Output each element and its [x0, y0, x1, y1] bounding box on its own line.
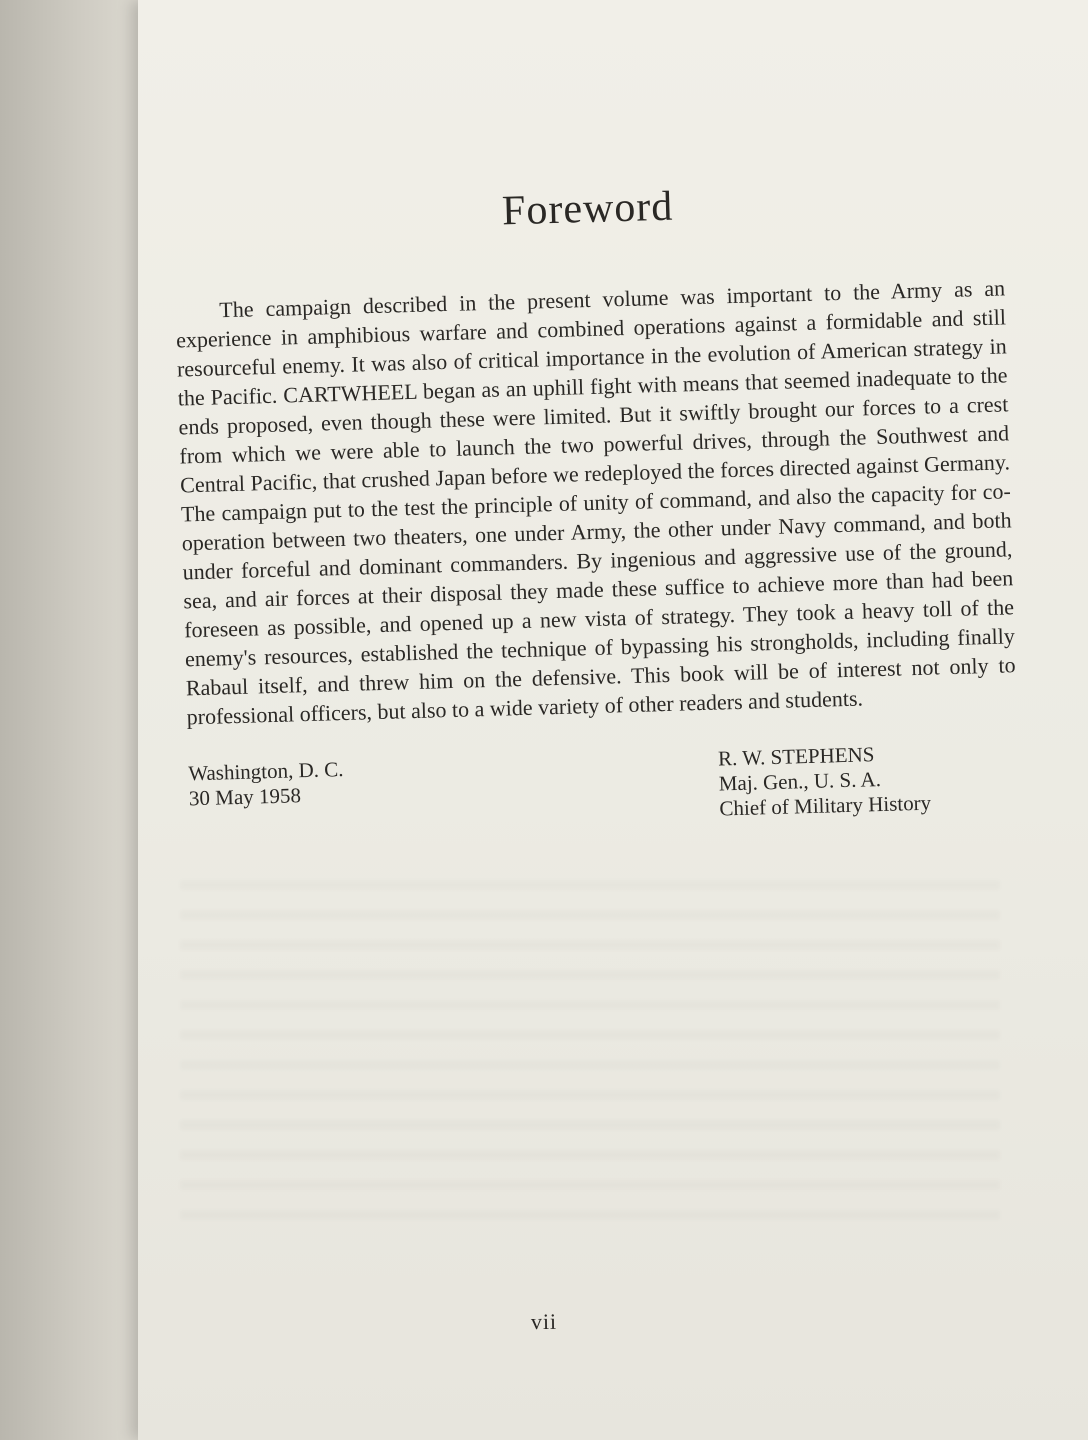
- foreword-paragraph: The campaign described in the present volume was important to the Army as an experience in amphibious warfare and combined operations against a formidable and still resourceful enemy. It was also of critical importance in the evolution of American strategy in the Pacific. CARTWHEEL began as an uphill fight with means that seemed inadequate to the ends proposed, even though these were limited. But it swiftly brought our forces to a crest from which we were able to launch the two powerful drives, through the Southwest and Central Pacific, that crushed Japan before we redeployed the forces directed against Germany. The campaign put to the test the principle of unity of command, and also the capacity for co-operation between two theaters, one under Army, the other under Navy command, and both under forceful and dominant commanders. By ingenious and aggressive use of the ground, sea, and air forces at their disposal they made these suffice to achieve more than had been foreseen as possible, and opened up a new vista of strategy. They took a heavy toll of the enemy's resources, established the technique of bypassing his strongholds, including finally Rabaul itself, and threw him on the defensive. This book will be of interest not only to professional officers, but also to a wide variety of other readers and students.: [175, 275, 1016, 730]
- dateline: [188, 753, 490, 836]
- page-number: vii: [530, 1308, 558, 1335]
- book-gutter: [0, 0, 150, 1440]
- show-through-text: [180, 880, 1000, 1240]
- signer-rank: Maj. Gen., U. S. A.: [718, 767, 882, 796]
- signer-name: R. W. STEPHENS: [717, 742, 875, 771]
- signatory: [718, 738, 1020, 821]
- signer-title: Chief of Military History: [719, 790, 932, 821]
- page-title: Foreword: [501, 183, 674, 235]
- dateline-place: Washington, D. C.: [187, 757, 344, 786]
- dateline-date: 30 May 1958: [188, 783, 302, 811]
- foreword-content: [172, 173, 1020, 836]
